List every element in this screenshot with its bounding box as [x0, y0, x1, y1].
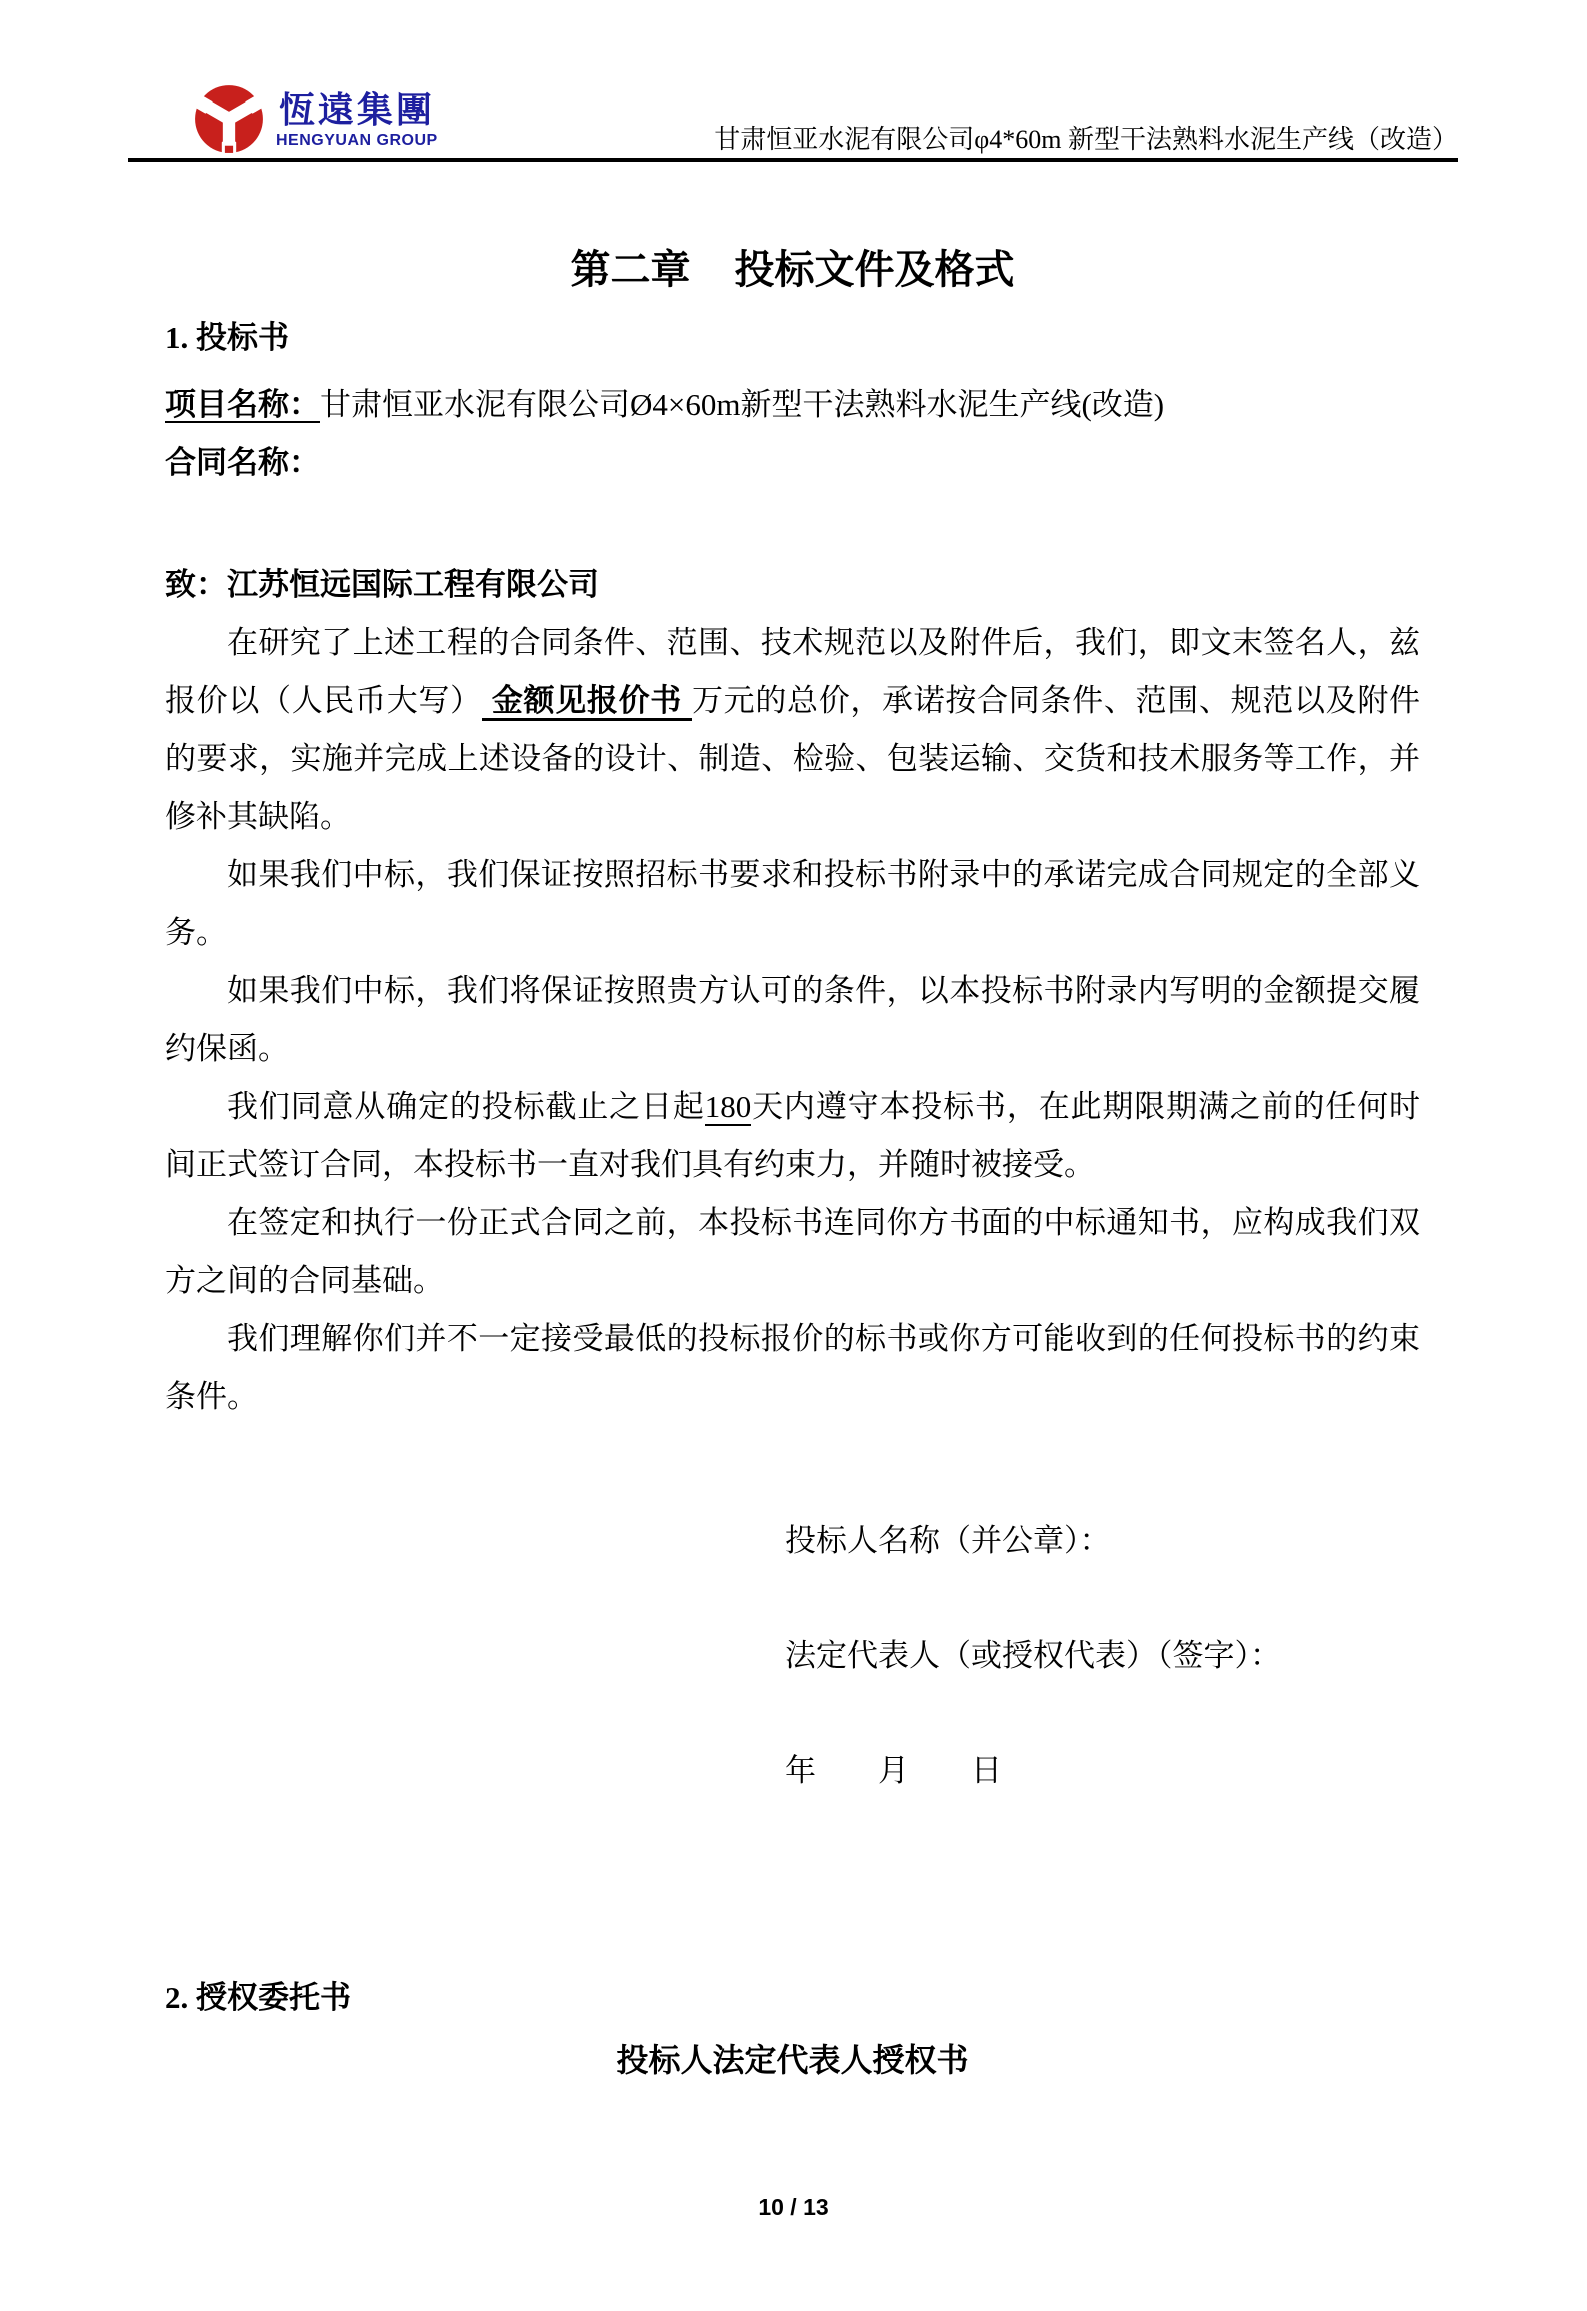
signature-date-label: 年 月 日 — [785, 1753, 1002, 1788]
paragraph-1-text-before: 在研究了上述工程的合同条件、范围、技术规范以及附件后，我们，即文末签名人，兹报价以（人民币大写） — [165, 625, 1420, 718]
logo-text-block — [276, 89, 438, 150]
company-logo — [192, 82, 438, 158]
addressee-value: 江苏恒远国际工程有限公司 — [227, 567, 599, 602]
signature-legal-rep-label: 法定代表人（或授权代表）（签字）： — [785, 1638, 1281, 1673]
paragraph-6: 我们理解你们并不一定接受最低的投标报价的标书或你方可能收到的任何投标书的约束条件。 — [165, 1321, 1420, 1414]
contract-name-label: 合同名称： — [165, 445, 320, 480]
page-number: 10 / 13 — [758, 2194, 829, 2220]
validity-days-value: 180 — [704, 1089, 752, 1124]
section-2-heading: 2. 授权委托书 — [165, 1980, 351, 2015]
paragraph-1 — [165, 614, 1420, 846]
bid-letter-paragraphs — [165, 614, 1420, 1426]
page-header — [128, 0, 1458, 162]
paragraph-4-text-before: 我们同意从确定的投标截止之日起 — [227, 1089, 705, 1124]
logo-english-name: HENGYUAN GROUP — [276, 131, 438, 149]
project-name-label: 项目名称： — [165, 387, 320, 422]
header-project-title: 甘肃恒亚水泥有限公司φ4*60m 新型干法熟料水泥生产线（改造） — [714, 125, 1458, 154]
addressee-line — [165, 556, 1420, 614]
paragraph-1-text-after: 万元的总价，承诺按合同条件、范围、规范以及附件的要求，实施并完成上述设备的设计、制造、检验、包装运输、交货和技术服务等工作，并修补其缺陷。 — [165, 683, 1421, 834]
logo-chinese-name: 恆遠集團 — [278, 89, 435, 130]
paragraph-4-text-after: 天内遵守本投标书，在此期限期满之前的任何时间正式签订合同，本投标书一直对我们具有约束力，并随时被接受。 — [165, 1089, 1421, 1182]
paragraph-3: 如果我们中标，我们将保证按照贵方认可的条件，以本投标书附录内写明的金额提交履约保函。 — [165, 973, 1420, 1066]
power-of-attorney-subtitle: 投标人法定代表人授权书 — [616, 2042, 969, 2078]
document-body — [165, 246, 1420, 2084]
paragraph-5: 在签定和执行一份正式合同之前，本投标书连同你方书面的中标通知书，应构成我们双方之间的合同基础。 — [165, 1205, 1420, 1298]
project-name-line — [165, 376, 1420, 434]
bid-amount-blank: 金额见报价书 — [482, 683, 692, 721]
project-name-value: 甘肃恒亚水泥有限公司Ø4×60m新型干法熟料水泥生产线(改造) — [320, 387, 1165, 422]
addressee-label: 致： — [165, 567, 227, 602]
section-1-heading: 1. 投标书 — [165, 320, 289, 355]
chapter-name: 投标文件及格式 — [734, 247, 1015, 292]
signature-bidder-name-label: 投标人名称（并公章）： — [785, 1523, 1111, 1558]
chapter-number: 第二章 — [570, 247, 691, 292]
hengyuan-logo-icon — [192, 82, 266, 156]
paragraph-4 — [165, 1078, 1420, 1194]
paragraph-2: 如果我们中标，我们保证按照招标书要求和投标书附录中的承诺完成合同规定的全部义务。 — [165, 857, 1420, 950]
chapter-title — [165, 246, 1420, 294]
